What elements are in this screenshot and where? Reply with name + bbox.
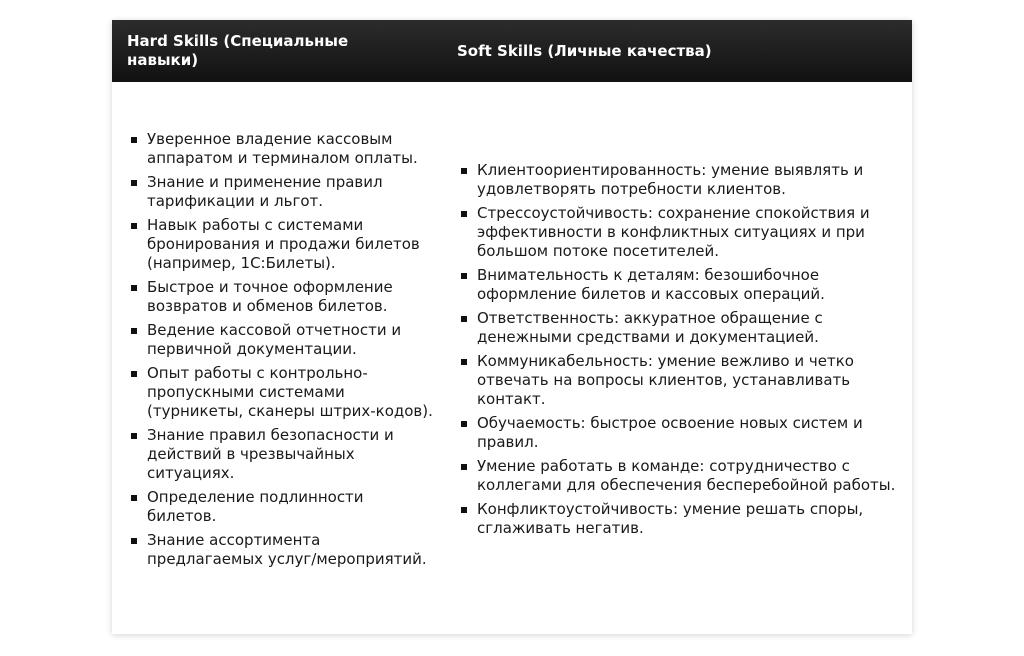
hard-skills-list [128, 130, 434, 574]
list-item: Опыт работы с контрольно-пропускными системами (турникеты, сканеры штрих-кодов). [128, 364, 434, 421]
list-item: Ответственность: аккуратное обращение с денежными средствами и документацией. [458, 309, 898, 347]
list-item: Стрессоустойчивость: сохранение спокойствия и эффективности в конфликтных ситуациях и при большом потоке посетителей. [458, 204, 898, 261]
soft-skills-list [458, 161, 898, 543]
hard-skills-cell [112, 102, 442, 602]
skills-table [112, 20, 912, 634]
list-item: Коммуникабельность: умение вежливо и четко отвечать на вопросы клиентов, устанавливать контакт. [458, 352, 898, 409]
table-body [112, 82, 912, 602]
list-item: Умение работать в команде: сотрудничество с коллегами для обеспечения бесперебойной работы. [458, 457, 898, 495]
list-item: Ведение кассовой отчетности и первичной документации. [128, 321, 434, 359]
list-item: Внимательность к деталям: безошибочное оформление билетов и кассовых операций. [458, 266, 898, 304]
soft-skills-cell [442, 102, 912, 602]
list-item: Конфликтоустойчивость: умение решать споры, сглаживать негатив. [458, 500, 898, 538]
table-header [112, 20, 912, 82]
list-item: Знание ассортимента предлагаемых услуг/мероприятий. [128, 531, 434, 569]
list-item: Знание и применение правил тарификации и льгот. [128, 173, 434, 211]
list-item: Обучаемость: быстрое освоение новых систем и правил. [458, 414, 898, 452]
list-item: Определение подлинности билетов. [128, 488, 434, 526]
list-item: Быстрое и точное оформление возвратов и обменов билетов. [128, 278, 434, 316]
list-item: Навык работы с системами бронирования и продажи билетов (например, 1С:Билеты). [128, 216, 434, 273]
list-item: Знание правил безопасности и действий в чрезвычайных ситуациях. [128, 426, 434, 483]
header-hard-skills: Hard Skills (Специальные навыки) [127, 32, 349, 69]
header-soft-skills: Soft Skills (Личные качества) [457, 41, 712, 60]
list-item: Клиентоориентированность: умение выявлять и удовлетворять потребности клиентов. [458, 161, 898, 199]
list-item: Уверенное владение кассовым аппаратом и терминалом оплаты. [128, 130, 434, 168]
